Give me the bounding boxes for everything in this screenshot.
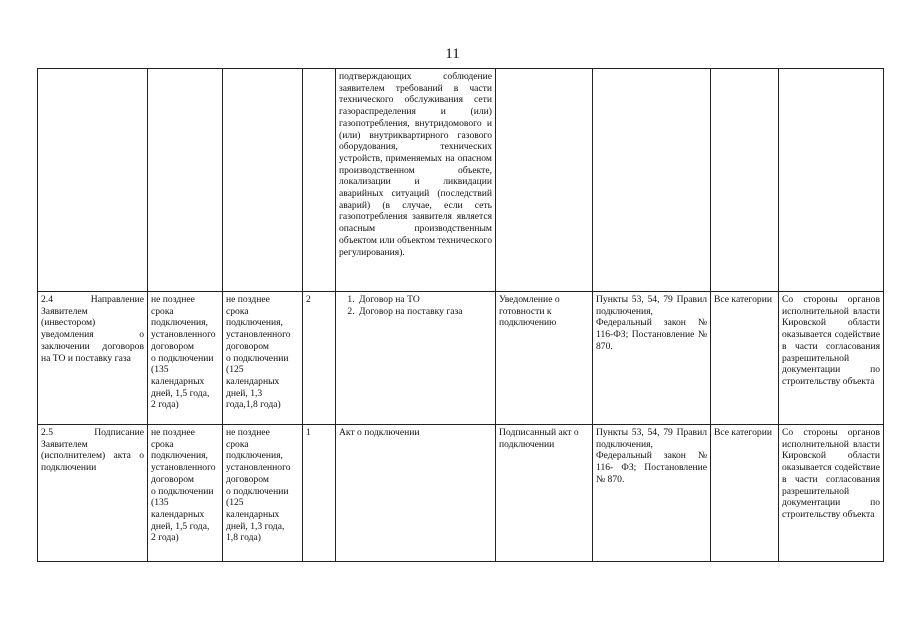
cell-days: 2 [303,292,336,425]
cell-stage: 2.4 Направление Заявителем (инвестором) уведомления о заключении договоров на ТО и поставку газа [38,292,148,425]
cell-continuation-text: подтверждающих соблюдение заявителем требований в части технического обслуживания сети газораспределения и (или) газопотребления, внутридомового и (или) внутриквартирного газового оборудования, технических устройств, применяемых на опасном производственном объекте, локализации и ликвидации аварийных ситуаций (последствий аварий) (в случае, если сеть газопотребления заявителя является опасным производственным объектом или объектом технического регулирования). [336,69,496,292]
cell-categories: Все категории [711,425,779,562]
table-row [38,292,884,425]
cell-empty [148,69,223,292]
cell-stage: 2.5 Подписание Заявителем (исполнителем) акта о подключении [38,425,148,562]
list-item: 2. Договор на поставку газа [357,306,492,318]
cell-empty [593,69,711,292]
cell-support: Со стороны органов исполнительной власти Кировской области оказывается содействие в части согласования разрешительной документации по строительству объекта [779,425,884,562]
cell-days: 1 [303,425,336,562]
cell-legal-basis: Пункты 53, 54, 79 Правил подключения, Федеральный закон № 116-ФЗ; Постановление № 870. [593,292,711,425]
cell-empty [711,69,779,292]
cell-result: Подписанный акт о подключении [496,425,593,562]
cell-categories: Все категории [711,292,779,425]
cell-legal-basis: Пункты 53, 54, 79 Правил подключения, Федеральный закон № 116- ФЗ; Постановление № 870. [593,425,711,562]
table-row [38,425,884,562]
list-item: 1. Договор на ТО [357,294,492,306]
cell-empty [303,69,336,292]
cell-documents [336,292,496,425]
cell-result: Уведомление о готовности к подключению [496,292,593,425]
page-number: 11 [445,46,460,62]
cell-empty [779,69,884,292]
cell-documents: Акт о подключении [336,425,496,562]
cell-term-1: не позднее срока подключения, установленного договором о подключении (135 календарных дней, 1,5 года, 2 года) [148,425,223,562]
cell-term-2: не позднее срока подключения, установленного договором о подключении (125 календарных дней, 1,3 года,1,8 года) [223,292,303,425]
cell-term-2: не позднее срока подключения, установленного договором о подключении (125 календарных дней, 1,3 года, 1,8 года) [223,425,303,562]
cell-empty [223,69,303,292]
table-row-continuation [38,69,884,292]
document-table [37,68,884,562]
cell-term-1: не позднее срока подключения, установленного договором о подключении (135 календарных дней, 1,5 года, 2 года) [148,292,223,425]
cell-empty [496,69,593,292]
cell-support: Со стороны органов исполнительной власти Кировской области оказывается содействие в части согласования разрешительной документации по строительству объекта [779,292,884,425]
cell-empty [38,69,148,292]
